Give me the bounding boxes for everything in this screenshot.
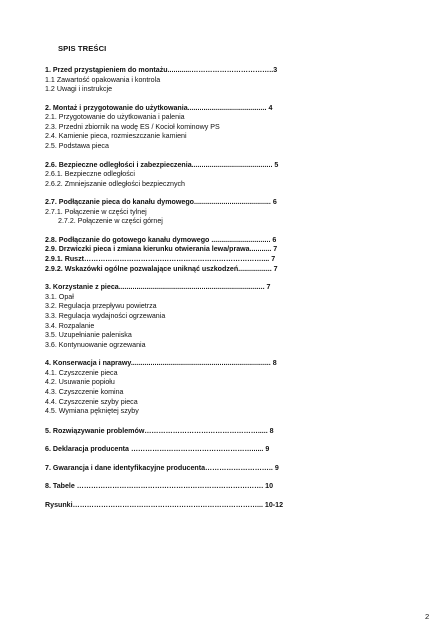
table-of-contents: [45, 66, 327, 519]
toc-subentry: 3.4. Rozpalanie: [45, 321, 95, 330]
toc-subentry: 3.3. Regulacja wydajności ogrzewania: [45, 311, 166, 320]
toc-subentry: 2.7.2. Połączenie w części górnej: [58, 217, 163, 226]
toc-heading-entry: 2.6. Bezpieczne odległości i zabezpieczenia......................................... 5: [45, 160, 279, 169]
toc-section: [45, 198, 327, 227]
toc-heading-entry: 3. Korzystanie z pieca.......................................................................... 7: [45, 283, 271, 292]
toc-subentry: 4.3. Czyszczenie komina: [45, 387, 124, 396]
toc-section: [45, 464, 327, 474]
toc-section: [45, 359, 327, 417]
toc-heading-entry: 5. Rozwiązywanie problemów…………………………………………..... 8: [45, 426, 274, 435]
toc-heading-entry: 2.9.2. Wskazówki ogólne pozwalające uniknąć uszkodzeń................. 7: [45, 264, 278, 273]
toc-subentry: 4.5. Wymiana pękniętej szyby: [45, 407, 139, 416]
toc-subentry: 3.5. Uzupełnianie paleniska: [45, 331, 132, 340]
toc-section: [45, 236, 327, 274]
toc-heading-entry: 2.8. Podłączanie do gotowego kanału dymowego .............................. 6: [45, 235, 277, 244]
toc-subentry: 4.2. Usuwanie popiołu: [45, 378, 115, 387]
toc-subentry: 1.1 Zawartość opakowania i kontrola: [45, 75, 161, 84]
toc-subentry: 2.5. Podstawa pieca: [45, 142, 109, 151]
toc-subentry: 2.6.2. Zmniejszanie odległości bezpiecznych: [45, 179, 185, 188]
toc-heading-entry: 2.9. Drzwiczki pieca i zmiana kierunku otwierania lewa/prawa........... 7: [45, 245, 278, 254]
toc-heading-entry: 6. Deklaracja producenta ……………………………………………...... 9: [45, 445, 270, 454]
toc-heading-entry: 2. Montaż i przygotowanie do użytkowania........................................ 4: [45, 103, 273, 112]
toc-section: [45, 427, 327, 437]
toc-section: [45, 66, 327, 95]
toc-heading-entry: 7. Gwarancja i dane identyfikacyjne producenta……………………….. 9: [45, 463, 279, 472]
toc-subentry: 2.1. Przygotowanie do użytkowania i palenia: [45, 113, 185, 122]
toc-subentry: 2.7.1. Połączenie w części tylnej: [45, 207, 147, 216]
toc-subentry: 4.4. Czyszczenie szyby pieca: [45, 397, 138, 406]
toc-heading-entry: 1. Przed przystąpieniem do montażu............……………………………..3: [45, 66, 278, 74]
toc-section: [45, 445, 327, 455]
toc-heading-entry: 2.9.1. Ruszt………………………………………………………………….... 7: [45, 255, 276, 264]
toc-section: [45, 501, 327, 511]
toc-section: [45, 482, 327, 492]
toc-subentry: 1.2 Uwagi i instrukcje: [45, 85, 113, 94]
toc-heading-entry: 2.7. Podłączanie pieca do kanału dymowego....................................... 6: [45, 198, 277, 207]
toc-section: [45, 104, 327, 152]
toc-section: [45, 283, 327, 350]
toc-subentry: 3.1. Opał: [45, 292, 74, 301]
page-number: 2: [425, 612, 430, 621]
toc-title: SPIS TREŚCI: [58, 44, 107, 53]
toc-subentry: 2.6.1. Bezpieczne odległości: [45, 170, 135, 179]
toc-heading-entry: 8. Tabele ……………………………………………………………………. 10: [45, 482, 274, 491]
toc-heading-entry: Rysunki……………………………………………………………………... 10-12: [45, 500, 284, 509]
toc-heading-entry: 4. Konserwacja i naprawy....................................................................... 8: [45, 359, 277, 368]
toc-subentry: 2.4. Kamienie pieca, rozmieszczanie kamieni: [45, 132, 187, 141]
toc-subentry: 3.2. Regulacja przepływu powietrza: [45, 302, 157, 311]
toc-subentry: 2.3. Przedni zbiornik na wodę ES / Kocioł kominowy PS: [45, 122, 220, 131]
toc-section: [45, 161, 327, 190]
toc-subentry: 4.1. Czyszczenie pieca: [45, 368, 118, 377]
toc-subentry: 3.6. Kontynuowanie ogrzewania: [45, 340, 146, 349]
